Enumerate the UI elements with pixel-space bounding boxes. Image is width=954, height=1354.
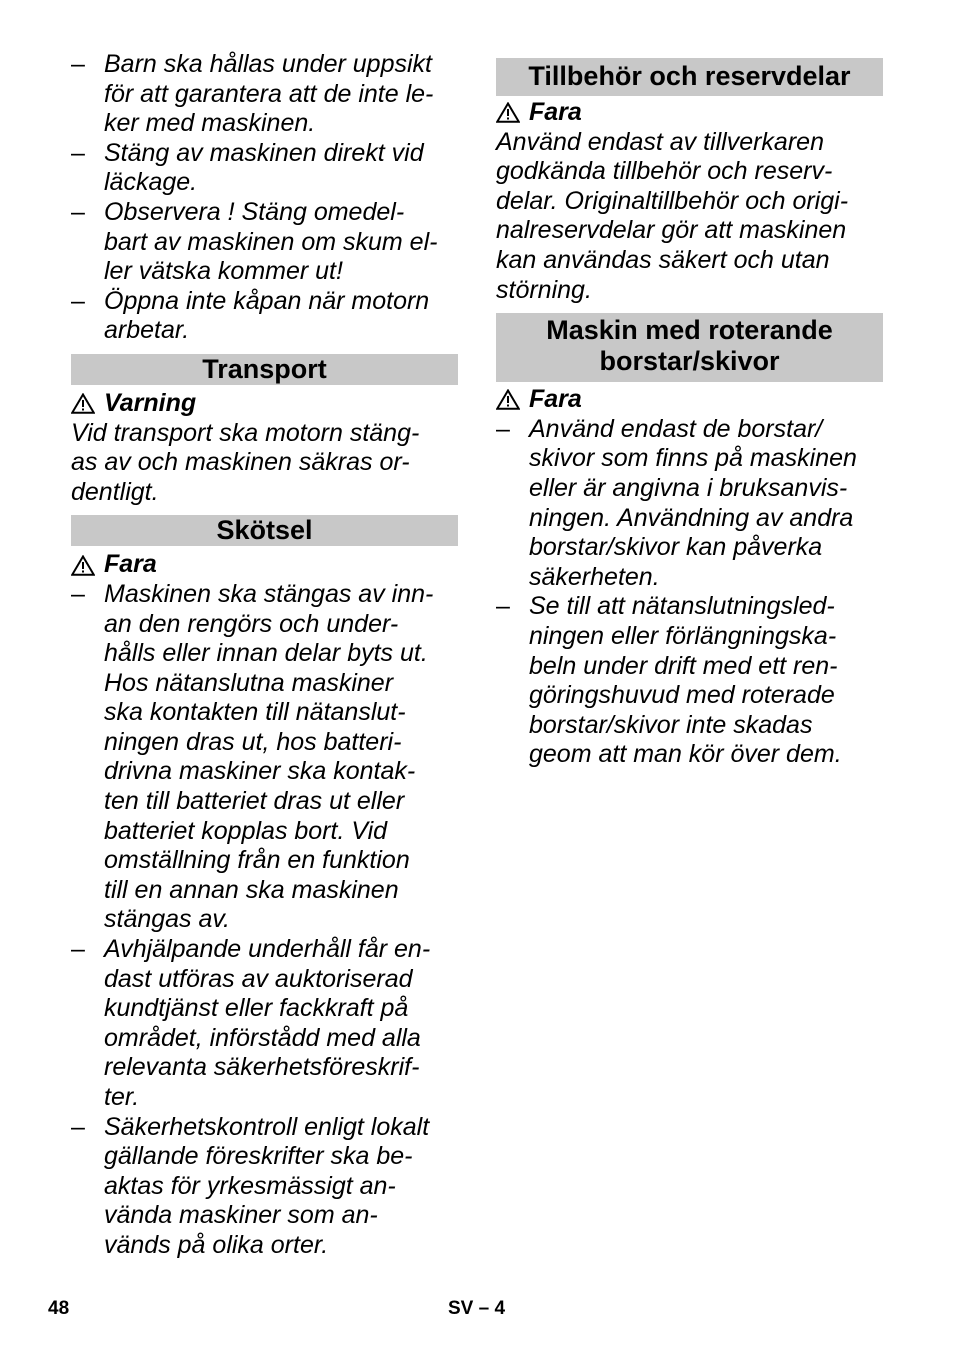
text-line: läckage. (104, 168, 198, 197)
bullet-dash: – (71, 138, 85, 167)
bullet-dash: – (496, 414, 510, 443)
section-heading-rotating (496, 313, 883, 382)
page-number: 48 (48, 1298, 70, 1319)
text-line: geom att man kör över dem. (529, 740, 842, 769)
warning-triangle-icon (496, 102, 520, 123)
text-line: området, införstådd med alla (104, 1023, 421, 1052)
text-line: Hos nätanslutna maskiner (104, 668, 394, 697)
list-item (71, 580, 458, 935)
text-line: arbetar. (104, 316, 190, 345)
heading-line: Maskin med roterande (546, 315, 833, 346)
bullet-dash: – (71, 197, 85, 226)
text-line: Öppna inte kåpan när motorn (104, 286, 430, 315)
text-line: stängas av. (104, 905, 231, 934)
text-line: kundtjänst eller fackkraft på (104, 994, 409, 1023)
text-line: delar. Originaltillbehör och origi- (496, 186, 849, 215)
text-line: ter. (104, 1083, 140, 1111)
list-item (71, 198, 458, 287)
text-line: godkända tillbehör och reserv- (496, 157, 833, 186)
section-heading-skotsel: Skötsel (71, 515, 458, 546)
text-line: bart av maskinen om skum el- (104, 227, 438, 256)
text-line: as av och maskinen säkras or- (71, 448, 410, 477)
bullet-dash: – (71, 1112, 85, 1141)
left-column (71, 50, 458, 1261)
list-item (71, 287, 458, 346)
text-line: för att garantera att de inte le- (104, 79, 434, 108)
right-column (496, 58, 883, 770)
text-line: Barn ska hållas under uppsikt (104, 50, 432, 78)
bullet-dash: – (71, 935, 85, 964)
text-line: Observera ! Stäng omedel- (104, 197, 405, 226)
heading-line: borstar/skivor (599, 346, 780, 377)
text-line: Använd endast av tillverkaren (496, 127, 824, 156)
list-item (71, 139, 458, 198)
text-line: ten till batteriet dras ut eller (104, 787, 405, 816)
rotating-list (496, 415, 883, 770)
text-line: drivna maskiner ska kontak- (104, 757, 416, 786)
warning-triangle-icon (71, 393, 95, 414)
text-line: störning. (496, 275, 592, 304)
text-line: batteriet kopplas bort. Vid (104, 816, 388, 845)
text-line: Maskinen ska stängas av inn- (104, 579, 434, 608)
text-line: säkerheten. (529, 562, 660, 591)
warning-label-rotating (496, 385, 883, 415)
list-item (71, 935, 458, 1113)
text-line: dentligt. (71, 477, 159, 506)
text-line: Vid transport ska motorn stäng- (71, 418, 420, 447)
text-line: hålls eller innan delar byts ut. (104, 639, 428, 668)
page-label: SV – 4 (448, 1298, 506, 1319)
text-line: Säkerhetskontroll enligt lokalt (104, 1112, 430, 1141)
text-line: kan användas säkert och utan (496, 245, 830, 274)
warning-text: Varning (104, 388, 197, 417)
text-line: relevanta säkerhetsföreskrif- (104, 1053, 420, 1082)
warning-text: Fara (529, 98, 582, 126)
text-line: ker med maskinen. (104, 109, 316, 138)
skotsel-list (71, 580, 458, 1261)
section-heading-transport: Transport (71, 354, 458, 385)
text-line: Se till att nätanslutningsled- (529, 592, 835, 621)
warning-text: Fara (529, 385, 582, 414)
text-line: vända maskiner som an- (104, 1201, 378, 1230)
list-item (496, 592, 883, 770)
warning-triangle-icon (496, 389, 520, 410)
list-item (71, 50, 458, 139)
text-line: ningen eller förlängningska- (529, 621, 837, 650)
text-line: Använd endast de borstar/ (529, 414, 823, 443)
warning-text: Fara (104, 550, 157, 579)
list-item (71, 1113, 458, 1261)
text-line: beln under drift med ett ren- (529, 651, 838, 680)
text-line: göringshuvud med roterade (529, 681, 835, 710)
text-line: Stäng av maskinen direkt vid (104, 138, 424, 167)
bullet-dash: – (71, 579, 85, 608)
text-line: nalreservdelar gör att maskinen (496, 216, 847, 245)
text-line: omställning från en funktion (104, 846, 410, 875)
text-line: dast utföras av auktoriserad (104, 964, 413, 993)
text-line: ningen. Användning av andra (529, 503, 854, 532)
list-item (496, 415, 883, 593)
warning-label-skotsel (71, 550, 458, 580)
bullet-dash: – (496, 592, 510, 621)
text-line: borstar/skivor kan påverka (529, 533, 823, 562)
section-heading-accessories: Tillbehör och reservdelar (496, 58, 883, 96)
warning-label-accessories (496, 98, 883, 128)
text-line: ningen dras ut, hos batteri- (104, 727, 402, 756)
transport-text (71, 419, 458, 508)
bullet-dash: – (71, 286, 85, 315)
intro-list (71, 50, 458, 346)
text-line: vänds på olika orter. (104, 1230, 329, 1259)
text-line: eller är angivna i bruksanvis- (529, 473, 848, 502)
text-line: skivor som finns på maskinen (529, 444, 857, 473)
text-line: ler vätska kommer ut! (104, 257, 343, 286)
text-line: an den rengörs och under- (104, 609, 399, 638)
text-line: aktas för yrkesmässigt an- (104, 1171, 396, 1200)
text-line: till en annan ska maskinen (104, 875, 399, 904)
text-line: Avhjälpande underhåll får en- (104, 935, 431, 964)
warning-label-transport (71, 389, 458, 419)
accessories-text (496, 128, 883, 306)
text-line: ska kontakten till nätanslut- (104, 698, 406, 727)
text-line: borstar/skivor inte skadas (529, 710, 813, 739)
bullet-dash: – (71, 50, 85, 78)
warning-triangle-icon (71, 555, 95, 576)
text-line: gällande föreskrifter ska be- (104, 1142, 413, 1171)
